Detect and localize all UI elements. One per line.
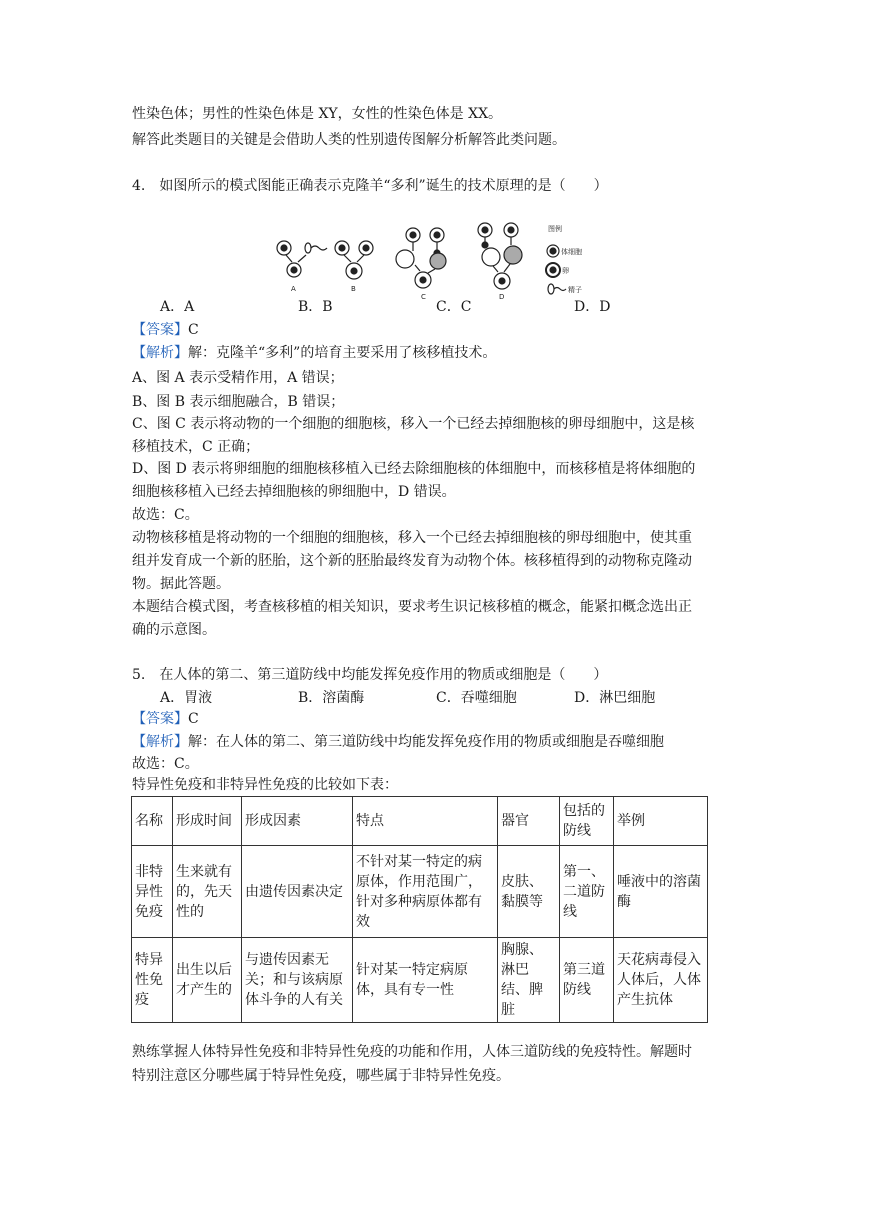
table-cell: 天花病毒侵入人体后，人体产生抗体 <box>614 938 708 1023</box>
q4-analysis-line: 组并发育成一个新的胚胎，这个新的胚胎最终发育为动物个体。核移植得到的动物称克隆动 <box>132 553 692 569</box>
q5-analysis-line: 特异性免疫和非特异性免疫的比较如下表： <box>132 777 398 793</box>
legend-title: 图例 <box>548 225 562 233</box>
q4-option-b: B．B <box>298 299 333 315</box>
sperm-icon <box>305 243 311 253</box>
table-cell: 生来就有的，先天性的 <box>173 846 242 938</box>
analysis-tag: 【解析】 <box>132 345 188 361</box>
figure-label-d: D <box>499 293 505 301</box>
table-cell: 非特异性免疫 <box>132 846 173 938</box>
q4-analysis-line: A、图 A 表示受精作用，A 错误； <box>132 370 344 386</box>
table-header-cell: 形成时间 <box>173 797 242 846</box>
q4-analysis-line: C、图 C 表示将动物的一个细胞的细胞核，移入一个已经去掉细胞核的卵母细胞中，这是核 <box>132 416 695 432</box>
q5-option-b: B．溶菌酶 <box>298 690 365 706</box>
table-header-cell: 形成因素 <box>242 797 353 846</box>
table-header-row <box>132 797 708 846</box>
sperm-tail-icon <box>311 246 327 250</box>
q4-analysis-line: 故选：C。 <box>132 507 199 523</box>
table-cell: 与遗传因素无关；和与该病原体斗争的人有关 <box>242 938 353 1023</box>
table-cell: 不针对某一特定的病原体，作用范围广，针对多种病原体都有效 <box>353 846 498 938</box>
figure-label-a: A <box>291 285 296 293</box>
q4-analysis-line: 动物核移植是将动物的一个细胞的细胞核，移入一个已经去掉细胞核的卵母细胞中，使其重 <box>132 530 692 546</box>
q4-analysis-line: D、图 D 表示将卵细胞的细胞核移植入已经去除细胞核的体细胞中，而核移植是将体细胞的 <box>132 461 696 477</box>
answer-tag: 【答案】 <box>132 322 188 338</box>
table-cell: 第一、二道防线 <box>560 846 614 938</box>
table-row <box>132 938 708 1023</box>
q4-option-a: A．A <box>160 299 195 315</box>
table-cell: 胸腺、淋巴结、脾脏 <box>498 938 560 1023</box>
table-cell: 针对某一特定病原体，具有专一性 <box>353 938 498 1023</box>
table-cell: 第三道防线 <box>560 938 614 1023</box>
table-row <box>132 846 708 938</box>
table-cell: 皮肤、黏膜等 <box>498 846 560 938</box>
legend-label-somatic: 体细胞 <box>561 248 582 256</box>
table-header-cell: 举例 <box>614 797 708 846</box>
table-header-cell: 器官 <box>498 797 560 846</box>
question-5-stem: 5. 在人体的第二、第三道防线中均能发挥免疫作用的物质或细胞是（ ） <box>132 667 608 683</box>
answer-value: C <box>188 322 199 338</box>
q4-answer <box>132 320 199 340</box>
text-line: 性染色体；男性的性染色体是 XY，女性的性染色体是 XX。 <box>132 106 503 122</box>
table-cell: 特异性免疫 <box>132 938 173 1023</box>
nucleus-icon <box>281 245 287 251</box>
table-cell: 唾液中的溶菌酶 <box>614 846 708 938</box>
answer-value: C <box>188 711 199 727</box>
table-cell: 由遗传因素决定 <box>242 846 353 938</box>
table-header-cell: 特点 <box>353 797 498 846</box>
table-cell: 出生以后才产生的 <box>173 938 242 1023</box>
analysis-tag: 【解析】 <box>132 734 188 750</box>
q5-conclusion-line: 熟练掌握人体特异性免疫和非特异性免疫的功能和作用，人体三道防线的免疫特性。解题时 <box>132 1044 692 1060</box>
q5-option-a: A．胃液 <box>160 690 213 706</box>
legend-label-sperm: 精子 <box>568 286 582 294</box>
q5-option-c: C．吞噬细胞 <box>436 690 517 706</box>
answer-tag: 【答案】 <box>132 711 188 727</box>
question-4-stem: 4. 如图所示的模式图能正确表示克隆羊“多利”诞生的技术原理的是（ ） <box>132 178 608 194</box>
q4-analysis-line: 本题结合模式图，考查核移植的相关知识，要求考生识记核移植的概念，能紧扣概念选出正 <box>132 599 692 615</box>
q4-option-d: D．D <box>574 299 611 315</box>
q5-answer <box>132 709 199 729</box>
q4-analysis-line: 移植技术，C 正确； <box>132 439 260 455</box>
immunity-comparison-table <box>131 796 708 1023</box>
q4-option-c: C．C <box>436 299 472 315</box>
q5-conclusion-line: 特别注意区分哪些属于特异性免疫，哪些属于非特异性免疫。 <box>132 1068 510 1084</box>
figure-label-b: B <box>351 285 356 293</box>
table-header-cell: 名称 <box>132 797 173 846</box>
q4-analysis-line: 细胞核移植入已经去掉细胞核的卵细胞中，D 错误。 <box>132 484 456 500</box>
q4-schematic-figure <box>270 215 615 305</box>
table-header-cell: 包括的防线 <box>560 797 614 846</box>
q5-analysis-line: 故选：C。 <box>132 756 199 772</box>
q5-option-d: D．淋巴细胞 <box>574 690 656 706</box>
q5-analysis-line: 【解析】解：在人体的第二、第三道防线中均能发挥免疫作用的物质或细胞是吞噬细胞 <box>132 734 664 750</box>
figure-label-c: C <box>421 293 426 301</box>
legend-label-egg: 卵 <box>562 267 569 275</box>
q4-analysis-line: 物。据此答题。 <box>132 576 230 592</box>
text-line: 解答此类题目的关键是会借助人类的性别遗传图解分析解答此类问题。 <box>132 132 566 148</box>
q4-analysis-line: 【解析】解：克隆羊“多利”的培育主要采用了核移植技术。 <box>132 345 497 361</box>
q4-analysis-line: B、图 B 表示细胞融合，B 错误； <box>132 394 345 410</box>
q4-analysis-line: 确的示意图。 <box>132 622 216 638</box>
